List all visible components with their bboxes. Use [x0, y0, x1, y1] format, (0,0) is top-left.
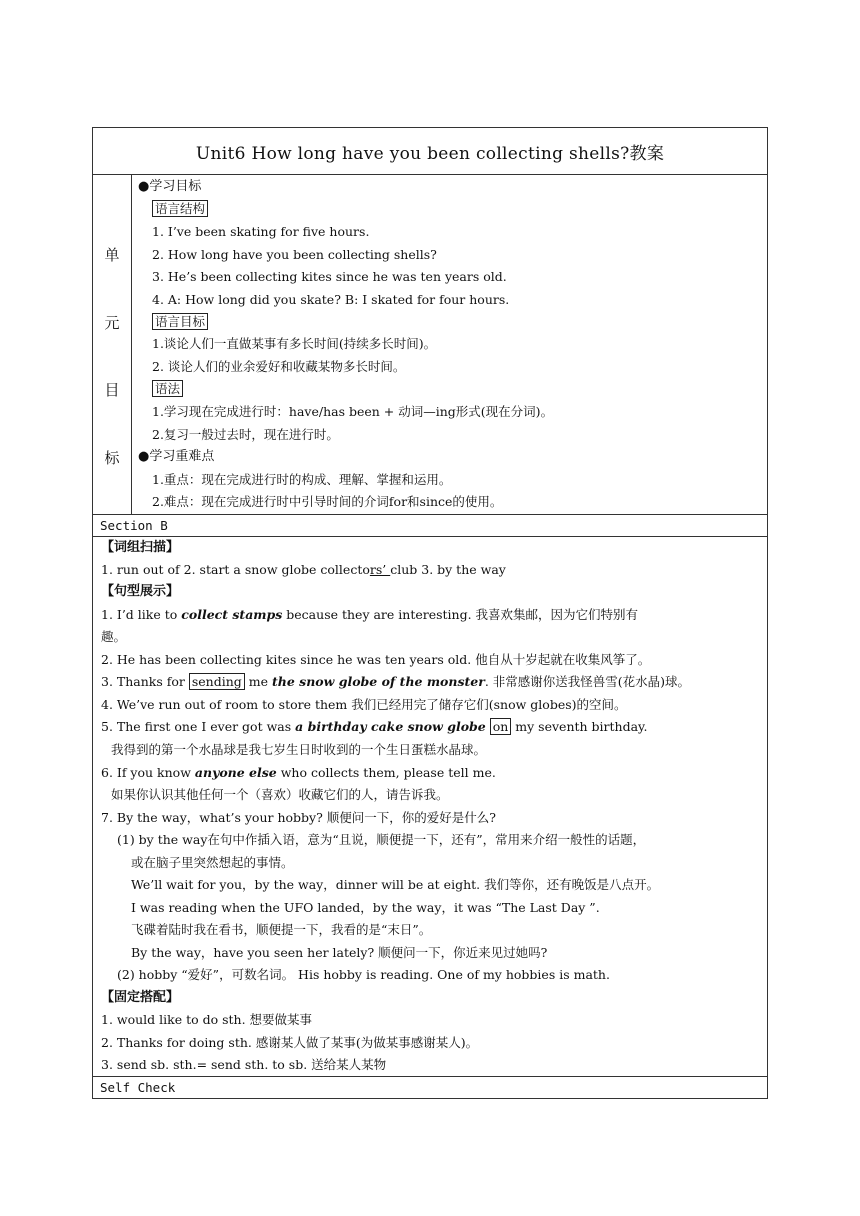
fixed-line: 2. Thanks for doing sth. 感谢某人做了某事(为做某事感谢某人)。	[101, 1035, 479, 1050]
note-2: (2) hobby “爱好”，可数名词。 His hobby is reading. One of my hobbies is math.	[117, 967, 610, 982]
sentence-5-cn: 我得到的第一个水晶球是我七岁生日时收到的一个生日蛋糕水晶球。	[111, 742, 487, 757]
unit-goals-side-label	[93, 175, 132, 514]
grammar-line: 2.复习一般过去时，现在进行时。	[152, 427, 339, 442]
sentence-1: 1. I’d like to collect stamps because they are interesting. 我喜欢集邮，因为它们特别有	[101, 607, 639, 622]
grammar-label: 语法	[152, 380, 183, 397]
side-char: 元	[104, 314, 120, 332]
sentence-1-cont: 趣。	[101, 629, 127, 644]
unit-goals-content	[132, 175, 767, 514]
phrase-heading: 【词组扫描】	[101, 540, 180, 555]
sentence-7: 7. By the way，what’s your hobby? 顺便问一下，你的爱好是什么?	[101, 810, 496, 825]
page-title: Unit6 How long have you been collecting shells?教案	[195, 143, 665, 164]
side-char: 单	[104, 246, 120, 264]
key-points-heading: ●学习重难点	[138, 449, 215, 464]
phrase-line: 1. run out of 2. start a snow globe collectors’ club 3. by the way	[101, 562, 506, 577]
key-point-line: 2.难点：现在完成进行时中引导时间的介词for和since的使用。	[152, 494, 503, 509]
sentence-5: 5. The first one I ever got was a birthday cake snow globe on my seventh birthday.	[101, 719, 648, 734]
side-char: 目	[104, 381, 120, 399]
structure-line: 1. I’ve been skating for five hours.	[152, 224, 370, 239]
lang-goal-line: 1.谈论人们一直做某事有多长时间(持续多长时间)。	[152, 336, 437, 351]
key-point-line: 1.重点：现在完成进行时的构成、理解、掌握和运用。	[152, 472, 452, 487]
sentence-2: 2. He has been collecting kites since he was ten years old. 他自从十岁起就在收集风筝了。	[101, 652, 651, 667]
example-1: We’ll wait for you，by the way，dinner will be at eight. 我们等你，还有晚饭是八点开。	[131, 877, 660, 892]
unit-goals-row	[93, 175, 767, 515]
example-3: By the way，have you seen her lately? 顺便问一下，你近来见过她吗?	[131, 945, 548, 960]
lang-structure-label: 语言结构	[152, 200, 208, 217]
sentence-heading: 【句型展示】	[101, 584, 180, 599]
example-2-cn: 飞碟着陆时我在看书，顺便提一下，我看的是“末日”。	[131, 922, 432, 937]
fixed-line: 3. send sb. sth.= send sth. to sb. 送给某人某物	[101, 1057, 387, 1072]
structure-line: 3. He’s been collecting kites since he was ten years old.	[152, 269, 507, 284]
note-1: (1) by the way在句中作插入语，意为“且说，顺便提一下，还有”，常用来介绍一般性的话题，	[117, 832, 646, 847]
fixed-heading: 【固定搭配】	[101, 990, 180, 1005]
title-row	[93, 128, 767, 175]
section-b-content	[93, 537, 767, 1077]
structure-line: 2. How long have you been collecting shells?	[152, 247, 437, 262]
example-2: I was reading when the UFO landed，by the way，it was “The Last Day ”.	[131, 900, 600, 915]
lang-goal-label: 语言目标	[152, 313, 208, 330]
lang-goal-line: 2. 谈论人们的业余爱好和收藏某物多长时间。	[152, 359, 406, 374]
lesson-plan-table	[92, 127, 768, 1099]
sentence-3: 3. Thanks for sending me the snow globe of the monster. 非常感谢你送我怪兽雪(花水晶)球。	[101, 674, 691, 689]
learning-goals-heading: ●学习目标	[138, 179, 202, 194]
section-b-label: Section B	[93, 515, 767, 537]
structure-line: 4. A: How long did you skate? B: I skated for four hours.	[152, 292, 510, 307]
note-1-cont: 或在脑子里突然想起的事情。	[131, 855, 294, 870]
side-char: 标	[104, 449, 120, 467]
sentence-6-cn: 如果你认识其他任何一个（喜欢）收藏它们的人，请告诉我。	[111, 787, 449, 802]
grammar-line: 1.学习现在完成进行时：have/has been + 动词—ing形式(现在分词)。	[152, 404, 554, 419]
sentence-4: 4. We’ve run out of room to store them 我们已经用完了储存它们(snow globes)的空间。	[101, 697, 627, 712]
sentence-6: 6. If you know anyone else who collects them, please tell me.	[101, 765, 496, 780]
fixed-line: 1. would like to do sth. 想要做某事	[101, 1012, 313, 1027]
self-check-label: Self Check	[100, 1080, 176, 1095]
